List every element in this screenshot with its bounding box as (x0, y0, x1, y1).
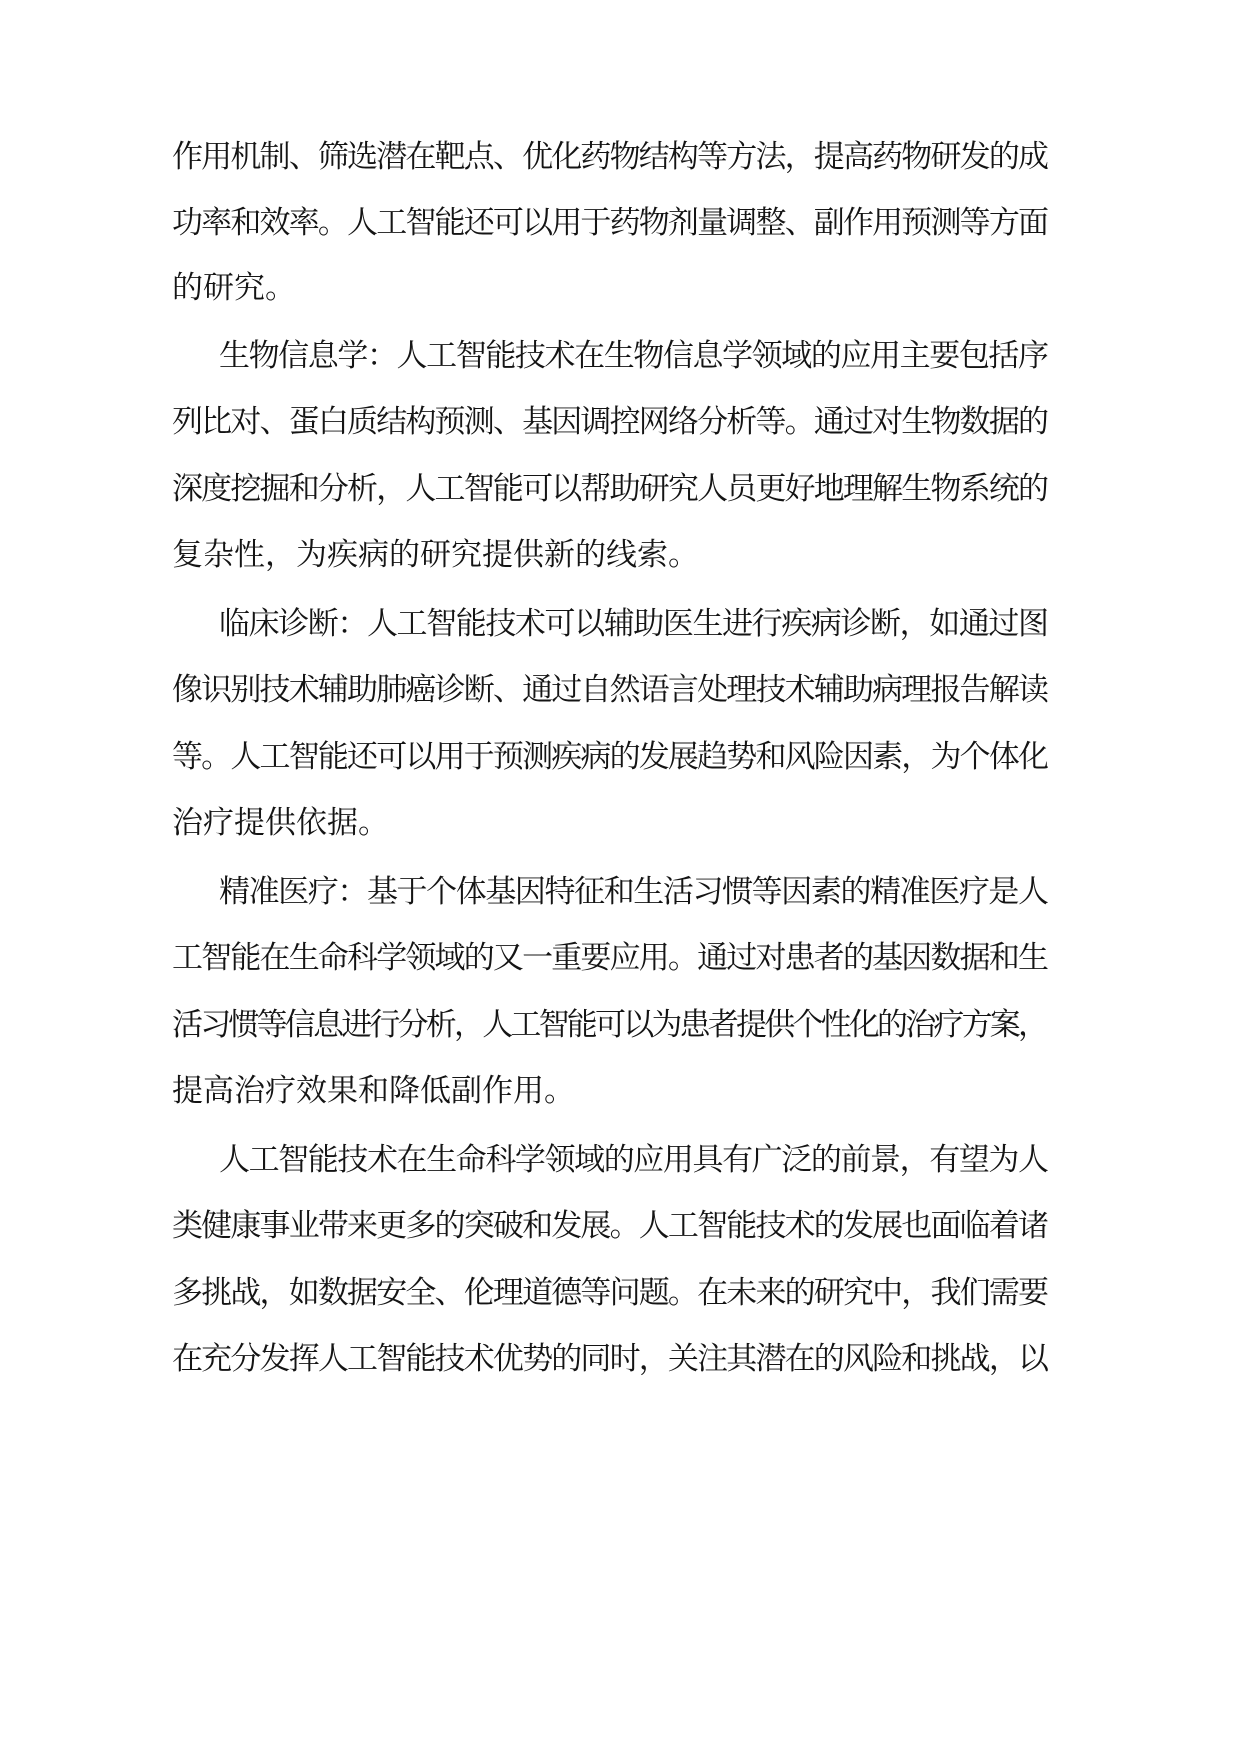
text-line: 功率和效率。人工智能还可以用于药物剂量调整、副作用预测等方面 (172, 205, 1048, 241)
text-line: 复杂性，为疾病的研究提供新的线索。 (172, 537, 699, 573)
text-line: 临床诊断：人工智能技术可以辅助医生进行疾病诊断，如通过图 (219, 606, 1048, 642)
text-line: 类健康事业带来更多的突破和发展。人工智能技术的发展也面临着诸 (172, 1208, 1048, 1244)
text-line: 提高治疗效果和降低副作用。 (172, 1073, 575, 1109)
text-line: 列比对、蛋白质结构预测、基因调控网络分析等。通过对生物数据的 (172, 404, 1048, 440)
text-line: 人工智能技术在生命科学领域的应用具有广泛的前景，有望为人 (219, 1142, 1048, 1178)
text-line: 生物信息学：人工智能技术在生物信息学领域的应用主要包括序 (219, 338, 1048, 374)
text-line: 作用机制、筛选潜在靶点、优化药物结构等方法，提高药物研发的成 (172, 139, 1048, 175)
text-line: 像识别技术辅助肺癌诊断、通过自然语言处理技术辅助病理报告解读 (172, 672, 1048, 708)
text-line: 多挑战，如数据安全、伦理道德等问题。在未来的研究中，我们需要 (172, 1275, 1048, 1311)
text-line: 的研究。 (172, 270, 296, 306)
text-line: 等。人工智能还可以用于预测疾病的发展趋势和风险因素，为个体化 (172, 739, 1048, 775)
text-line: 活习惯等信息进行分析，人工智能可以为患者提供个性化的治疗方案， (172, 1007, 1047, 1043)
text-line: 在充分发挥人工智能技术优势的同时，关注其潜在的风险和挑战，以 (172, 1341, 1048, 1377)
text-line: 精准医疗：基于个体基因特征和生活习惯等因素的精准医疗是人 (219, 874, 1048, 910)
text-line: 工智能在生命科学领域的又一重要应用。通过对患者的基因数据和生 (172, 940, 1048, 976)
text-line: 治疗提供依据。 (172, 805, 389, 841)
text-line: 深度挖掘和分析，人工智能可以帮助研究人员更好地理解生物系统的 (172, 471, 1048, 507)
